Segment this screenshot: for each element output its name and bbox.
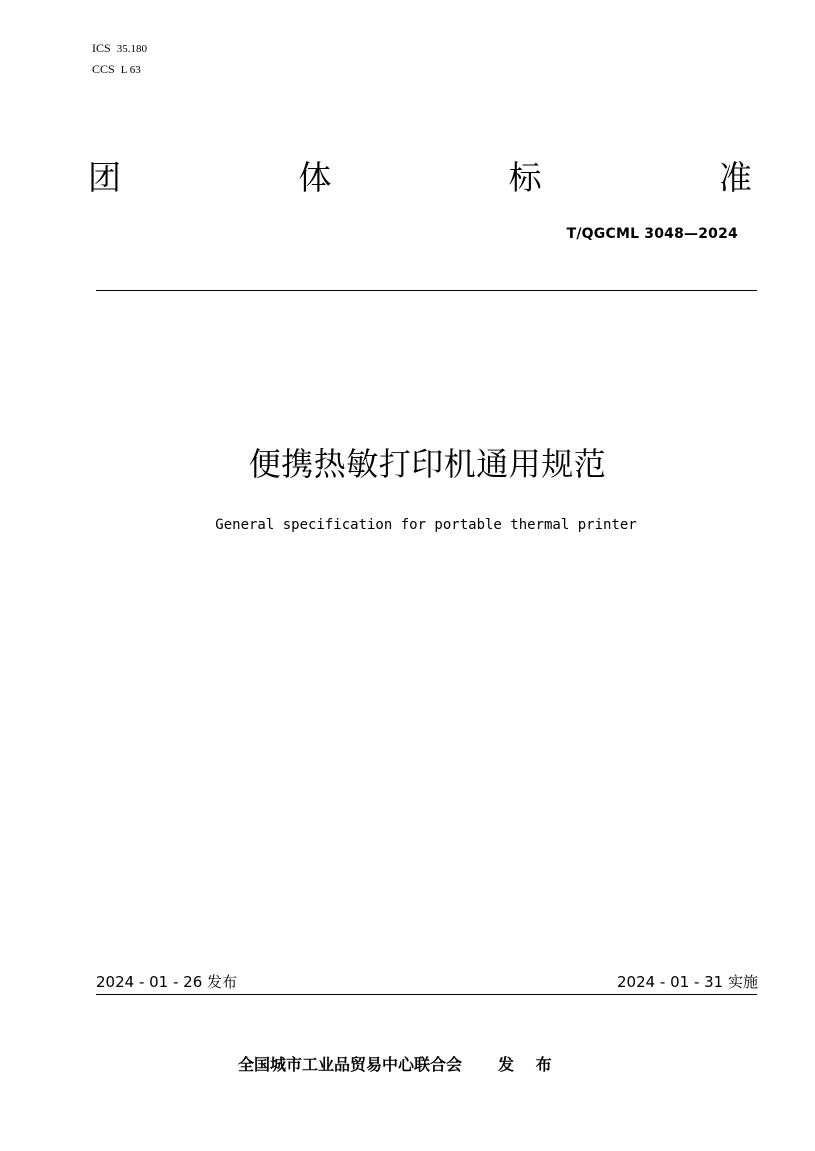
ics-label: ICS — [92, 41, 111, 55]
standard-type-char: 准 — [718, 158, 752, 197]
implement-date: 2024 - 01 - 31 实施 — [616, 973, 758, 991]
publisher — [238, 1054, 560, 1076]
publisher-name: 全国城市工业品贸易中心联合会 — [238, 1055, 463, 1074]
issue-date: 2024 - 01 - 26 发布 — [96, 973, 238, 991]
ics-code: 35.180 — [116, 43, 147, 55]
document-title-en: General specification for portable thermal printer — [215, 517, 637, 533]
ics-line — [92, 40, 147, 58]
ccs-code: L 63 — [120, 64, 141, 76]
standard-type-heading — [88, 158, 752, 198]
standard-type-char: 团 — [88, 158, 121, 197]
standard-type-char: 标 — [508, 158, 542, 197]
standard-type-char: 体 — [298, 158, 332, 197]
publisher-action: 发 布 — [498, 1055, 560, 1074]
bottom-divider — [96, 994, 757, 995]
document-title-cn: 便携热敏打印机通用规范 — [248, 445, 607, 483]
top-divider — [96, 290, 757, 291]
standard-number: T/QGCML 3048—2024 — [566, 226, 738, 242]
ccs-line — [92, 61, 141, 79]
ccs-label: CCS — [92, 62, 115, 76]
